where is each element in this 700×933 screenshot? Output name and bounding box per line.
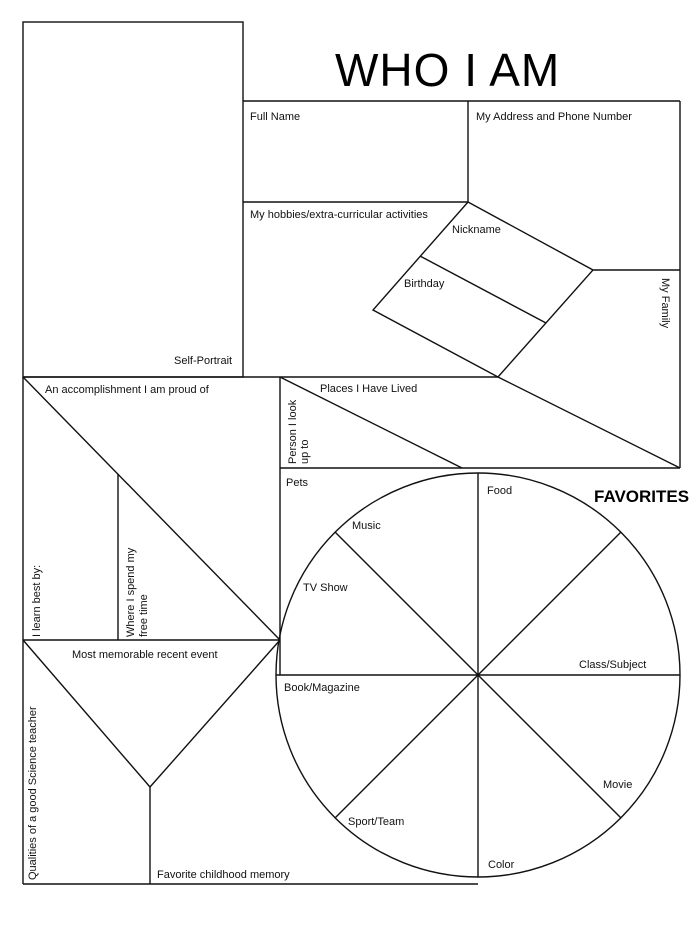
fav-book-magazine-label: Book/Magazine — [284, 682, 360, 694]
fav-color-label: Color — [488, 859, 515, 871]
page-title: WHO I AM — [335, 44, 561, 96]
full-name-label: Full Name — [250, 111, 301, 123]
self-portrait-box[interactable] — [23, 22, 243, 377]
favorites-heading: FAVORITES — [594, 487, 690, 506]
learn-best-label: I learn best by: — [31, 564, 43, 637]
self-portrait-label: Self-Portrait — [174, 355, 233, 367]
qualities-teacher-label: Qualities of a good Science teacher — [27, 706, 39, 880]
free-time-label-1: Where I spend my — [125, 547, 137, 637]
fav-tv-show-label: TV Show — [303, 582, 348, 594]
fav-sport-team-label: Sport/Team — [348, 816, 405, 828]
childhood-memory-label: Favorite childhood memory — [157, 869, 290, 881]
worksheet-lines — [23, 22, 680, 884]
pets-label: Pets — [286, 477, 309, 489]
recent-event-label: Most memorable recent event — [72, 649, 218, 661]
fav-movie-label: Movie — [603, 779, 633, 791]
person-look-up-label-2: up to — [299, 439, 311, 464]
free-time-label-2: free time — [138, 594, 150, 637]
fav-food-label: Food — [487, 485, 513, 497]
hobbies-label: My hobbies/extra-curricular activities — [250, 209, 428, 221]
places-lived-label: Places I Have Lived — [320, 383, 418, 395]
address-phone-label: My Address and Phone Number — [476, 111, 632, 123]
nickname-label: Nickname — [452, 224, 501, 236]
my-family-label: My Family — [659, 278, 671, 329]
fav-music-label: Music — [352, 520, 381, 532]
birthday-label: Birthday — [404, 278, 445, 290]
fav-class-subject-label: Class/Subject — [579, 659, 647, 671]
accomplishment-label: An accomplishment I am proud of — [45, 384, 209, 396]
person-look-up-label-1: Person I look — [287, 399, 299, 464]
